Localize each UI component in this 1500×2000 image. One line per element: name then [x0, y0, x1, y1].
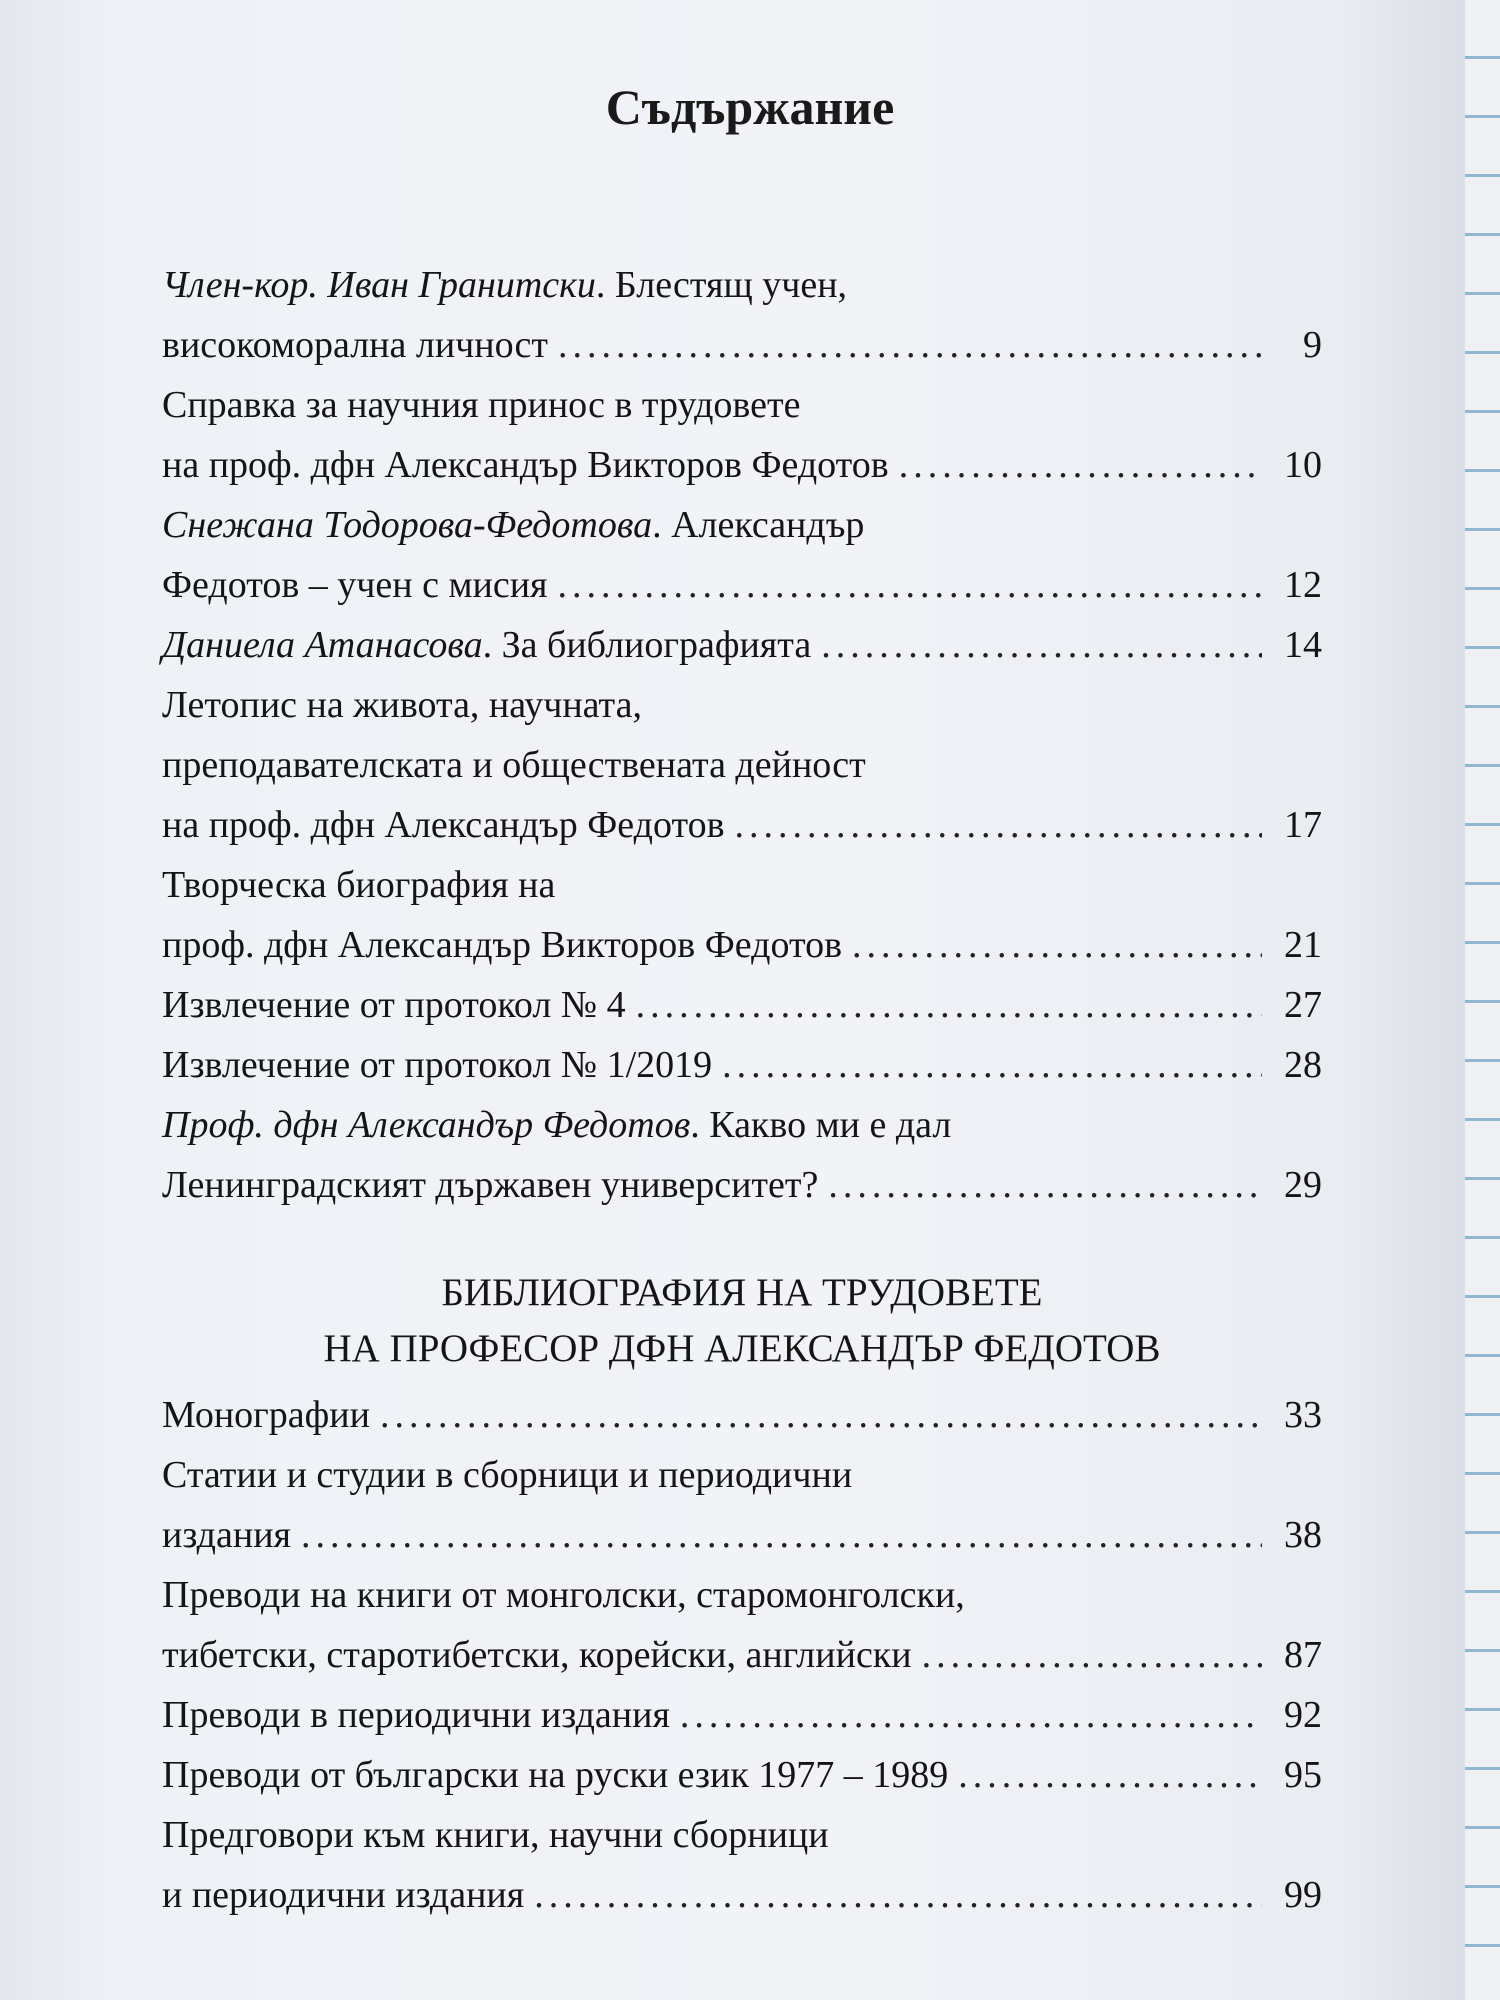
dot-leader — [958, 1745, 1262, 1805]
toc-entry — [162, 855, 1322, 975]
toc-entry — [162, 1095, 1322, 1215]
entry-title-end: Извлечение от протокол № 4 — [162, 984, 626, 1026]
entry-first-line — [162, 1095, 1322, 1155]
entry-title-end: на проф. дфн Александър Викторов Федотов — [162, 444, 889, 486]
entry-page-number: 28 — [1284, 1044, 1322, 1086]
entry-page-number: 27 — [1284, 984, 1322, 1026]
entry-last-line — [162, 1625, 1322, 1685]
entry-title-end: тибетски, старотибетски, корейски, английски — [162, 1634, 912, 1676]
dot-leader — [828, 1155, 1262, 1215]
entry-first-line: Преводи на книги от монголски, старомонголски, — [162, 1574, 965, 1616]
toc-entry — [162, 1445, 1322, 1565]
section-heading-line: НА ПРОФЕСОР ДФН АЛЕКСАНДЪР ФЕДОТОВ — [323, 1327, 1161, 1370]
entry-last-line — [162, 1505, 1322, 1565]
entry-title-end: Преводи от български на руски език 1977 – 1989 — [162, 1754, 949, 1796]
dot-leader — [922, 1625, 1262, 1685]
entry-first-line: Предговори към книги, научни сборници — [162, 1814, 829, 1856]
entry-page-number: 21 — [1284, 924, 1322, 966]
entry-last-line — [162, 915, 1322, 975]
dot-leader — [735, 795, 1262, 855]
entry-first-line — [162, 495, 1322, 555]
toc-entry — [162, 1385, 1322, 1445]
entry-title: . Какво ми е дал — [690, 1104, 952, 1146]
entry-title-end: високоморална личност — [162, 324, 549, 366]
toc-entry — [162, 1745, 1322, 1805]
entry-last-line — [162, 1035, 1322, 1095]
dot-leader — [722, 1035, 1262, 1095]
dot-leader — [301, 1505, 1262, 1565]
entry-title-end: проф. дфн Александър Викторов Федотов — [162, 924, 843, 966]
entry-first-line — [162, 255, 1322, 315]
entry-page-number: 29 — [1284, 1164, 1322, 1206]
toc-entry — [162, 1805, 1322, 1925]
entry-page-number: 12 — [1284, 564, 1322, 606]
dot-leader — [680, 1685, 1262, 1745]
dot-leader — [380, 1385, 1262, 1445]
entry-page-number: 10 — [1284, 444, 1322, 486]
entry-author: Член-кор. Иван Гранитски — [162, 264, 596, 306]
entry-first-line: Творческа биография на — [162, 864, 556, 906]
entry-title-end: Монографии — [162, 1394, 370, 1436]
toc-entry — [162, 1035, 1322, 1095]
entry-title-end: Ленинградският държавен университет? — [162, 1164, 819, 1206]
dot-leader — [636, 975, 1262, 1035]
entry-author: Снежана Тодорова-Федотова — [162, 504, 653, 546]
entry-last-line — [162, 315, 1322, 375]
entry-page-number: 95 — [1284, 1754, 1322, 1796]
entry-page-number: 9 — [1303, 324, 1322, 366]
toc-entry — [162, 615, 1322, 675]
dot-leader — [534, 1865, 1262, 1925]
entry-last-line — [162, 555, 1322, 615]
entry-last-line — [162, 795, 1322, 855]
dot-leader — [558, 555, 1262, 615]
notebook-paper-edge — [1465, 0, 1500, 2000]
entry-author: Проф. дфн Александър Федотов — [162, 1104, 691, 1146]
entry-title-end: Преводи в периодични издания — [162, 1694, 670, 1736]
toc-entry — [162, 495, 1322, 615]
entry-last-line — [162, 975, 1322, 1035]
entry-first-line: Летопис на живота, научната, — [162, 684, 642, 726]
toc-entry — [162, 375, 1322, 495]
entry-last-line — [162, 1745, 1322, 1805]
entry-title-end: Федотов – учен с мисия — [162, 564, 548, 606]
entry-page-number: 87 — [1284, 1634, 1322, 1676]
entry-last-line — [162, 1685, 1322, 1745]
toc-entry — [162, 255, 1322, 375]
entry-last-line — [162, 1865, 1322, 1925]
section-heading — [162, 1265, 1322, 1377]
entry-title: . Блестящ учен, — [595, 264, 848, 306]
entry-title-end: и периодични издания — [162, 1874, 525, 1916]
entry-page-number: 14 — [1284, 624, 1322, 666]
dot-leader — [852, 915, 1262, 975]
entry-author: Даниела Атанасова — [162, 624, 483, 666]
entry-middle-line: преподавателската и обществената дейност — [162, 744, 866, 786]
entry-last-line — [162, 1155, 1322, 1215]
table-of-contents — [162, 255, 1322, 1925]
entry-page-number: 38 — [1284, 1514, 1322, 1556]
entry-last-line — [162, 435, 1322, 495]
entry-title-end: издания — [162, 1514, 292, 1556]
section-heading-line: БИБЛИОГРАФИЯ НА ТРУДОВЕТЕ — [441, 1271, 1043, 1314]
entry-page-number: 99 — [1284, 1874, 1322, 1916]
toc-entry — [162, 675, 1322, 855]
toc-entry — [162, 1565, 1322, 1685]
entry-title-end: Извлечение от протокол № 1/2019 — [162, 1044, 713, 1086]
dot-leader — [899, 435, 1262, 495]
toc-entry — [162, 975, 1322, 1035]
entry-last-line — [162, 1385, 1322, 1445]
entry-first-line: Статии и студии в сборници и периодични — [162, 1454, 853, 1496]
entry-first-line: Справка за научния принос в трудовете — [162, 384, 801, 426]
entry-title-end — [162, 615, 811, 675]
page-title: Съдържание — [605, 79, 895, 135]
dot-leader — [558, 315, 1262, 375]
entry-title-end: на проф. дфн Александър Федотов — [162, 804, 725, 846]
entry-last-line — [162, 615, 1322, 675]
toc-entry — [162, 1685, 1322, 1745]
entry-title: . За библиографията — [482, 624, 812, 666]
entry-page-number: 92 — [1284, 1694, 1322, 1736]
entry-page-number: 33 — [1284, 1394, 1322, 1436]
entry-title: . Александър — [652, 504, 865, 546]
dot-leader — [821, 615, 1262, 675]
entry-page-number: 17 — [1284, 804, 1322, 846]
